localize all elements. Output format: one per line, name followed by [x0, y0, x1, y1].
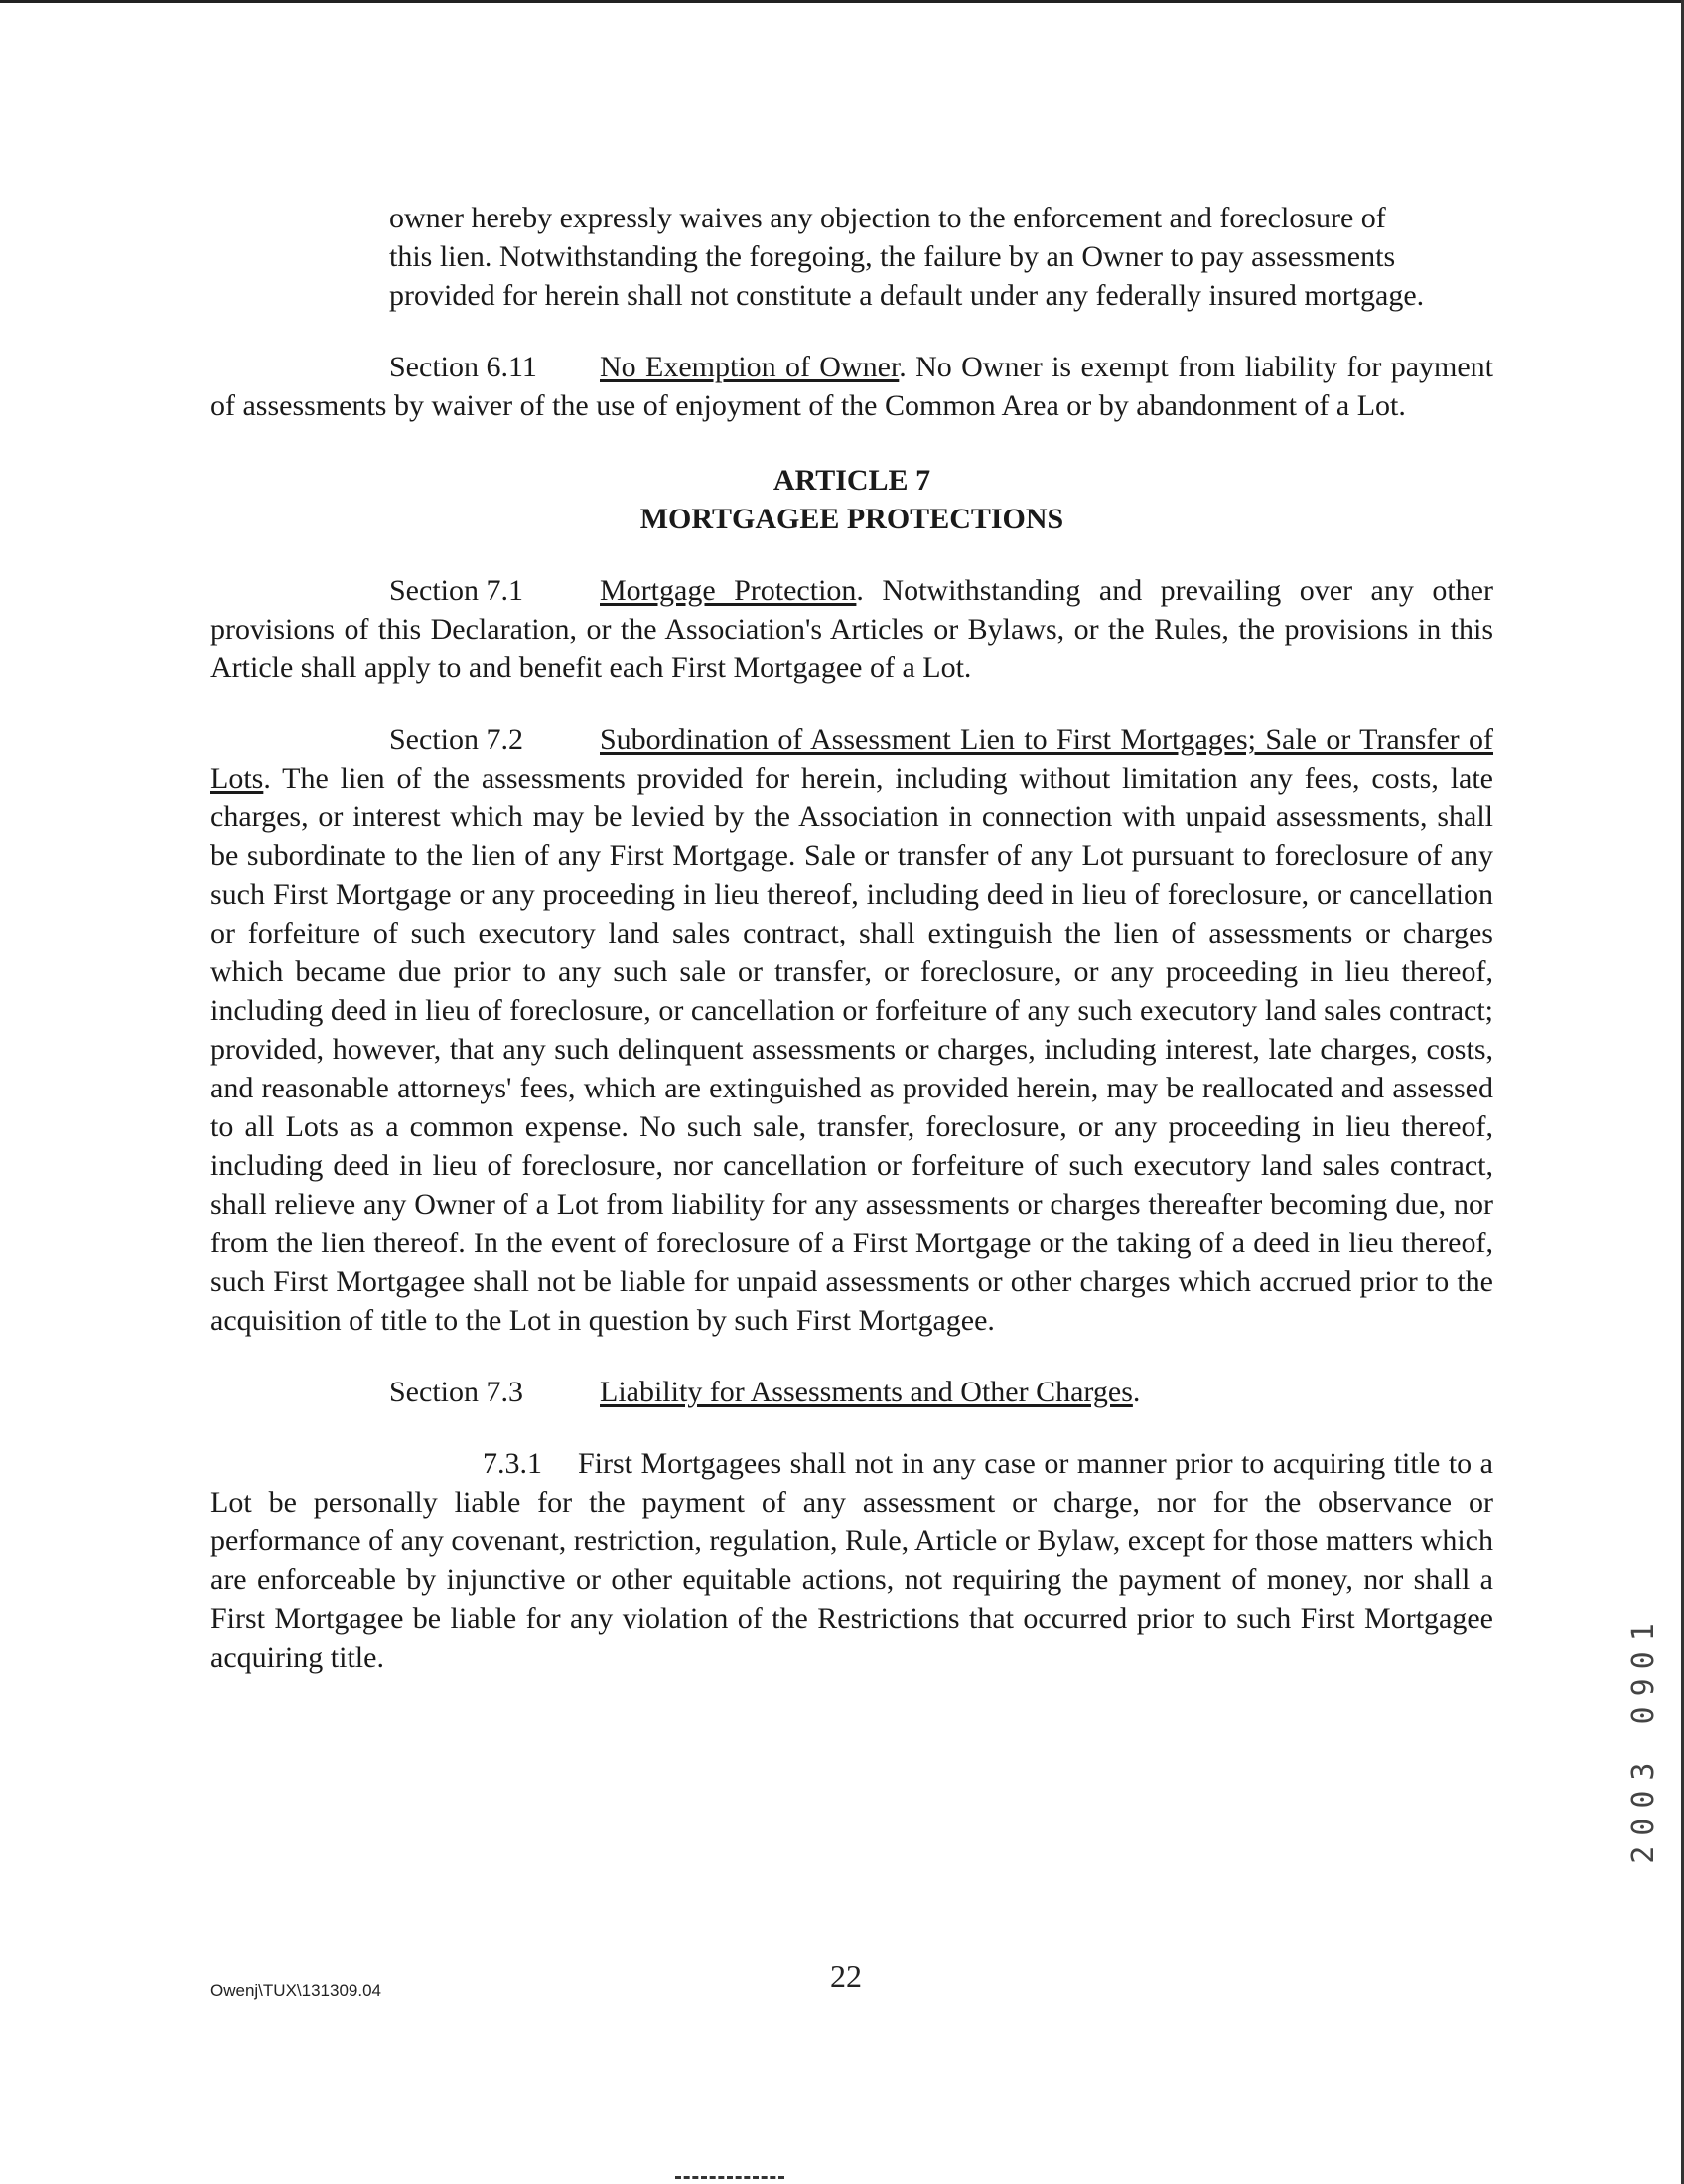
- article-number: ARTICLE 7: [772, 464, 931, 497]
- scan-bottom-marks: [675, 2176, 784, 2183]
- subsection-7-3-1: [210, 1444, 1493, 1676]
- section-7-1: [210, 571, 1493, 687]
- section-7-1-number: Section 7.1: [389, 574, 523, 607]
- section-7-1-title: Mortgage Protection: [600, 574, 857, 607]
- section-7-3: [210, 1373, 1493, 1411]
- section-7-3-title: Liability for Assessments and Other Charges: [600, 1376, 1133, 1408]
- section-6-11-text: . No Owner is exempt from liability for payment of assessments by waiver of the use of enjoyment of the Common Area or by abandonment of a Lot.: [210, 351, 1494, 422]
- margin-stamp: [1623, 1569, 1663, 1907]
- page-number: 22: [830, 1959, 862, 1994]
- subsection-7-3-1-number: 7.3.1: [483, 1447, 542, 1480]
- section-7-2-number: Section 7.2: [389, 723, 523, 756]
- section-7-2-title: Subordination of Assessment Lien to First Mortgages; Sale or Transfer of Lots: [210, 723, 1493, 795]
- section-6-11: [210, 348, 1493, 425]
- continuation-line-3: provided for herein shall not constitute a default under any federally insured mortgage.: [389, 279, 1425, 312]
- paragraph-continuation: [389, 199, 1493, 315]
- subsection-7-3-1-text: First Mortgagees shall not in any case or manner prior to acquiring title to a Lot be personally liable for the payment of any assessment or charge, nor for the observance or performance of any covenant, restriction, regulation, Rule, Article or Bylaw, except for those matters which are enforceable by injunctive or other equitable actions, not requiring the payment of money, nor shall a First Mortgagee be liable for any violation of the Restrictions that occurred prior to such First Mortgagee acquiring title.: [210, 1447, 1493, 1674]
- footer-file-reference: Owenj\TUX\131309.04: [210, 1981, 381, 2000]
- document-page: [210, 199, 1493, 1676]
- section-7-1-text: . Notwithstanding and prevailing over any other provisions of this Declaration, or the Association's Articles or Bylaws, or the Rules, the provisions in this Article shall apply to and benefit each First Mortgagee of a Lot.: [210, 574, 1493, 684]
- continuation-line-1: owner hereby expressly waives any objection to the enforcement and foreclosure of: [389, 202, 1386, 234]
- article-heading: [210, 461, 1493, 538]
- continuation-line-2: this lien. Notwithstanding the foregoing, the failure by an Owner to pay assessments: [389, 240, 1396, 273]
- section-6-11-title: No Exemption of Owner: [600, 351, 900, 383]
- article-title: MORTGAGEE PROTECTIONS: [639, 503, 1064, 535]
- scan-top-border: [0, 0, 1684, 3]
- margin-stamp-text: 2003 0901: [1625, 1612, 1661, 1864]
- section-7-3-trail: .: [1132, 1376, 1141, 1408]
- section-7-2: [210, 720, 1493, 1340]
- section-6-11-number: Section 6.11: [389, 351, 537, 383]
- section-7-3-number: Section 7.3: [389, 1376, 523, 1408]
- section-7-2-text: . The lien of the assessments provided for herein, including without limitation any fees, costs, late charges, or interest which may be levied by the Association in connection with unpaid assessments, shall be subordinate to the lien of any First Mortgage. Sale or transfer of any Lot pursuant to foreclosure of any such First Mortgage or any proceeding in lieu thereof, including deed in lieu of foreclosure, or cancellation or forfeiture of such executory land sales contract, shall extinguish the lien of assessments or charges which became due prior to any such sale or transfer, or foreclosure, or any proceeding in lieu thereof, including deed in lieu of foreclosure, or cancellation or forfeiture of any such executory land sales contract; provided, however, that any such delinquent assessments or charges, including interest, late charges, costs, and reasonable attorneys' fees, which are extinguished as provided herein, may be reallocated and assessed to all Lots as a common expense. No such sale, transfer, foreclosure, or any proceeding in lieu thereof, including deed in lieu of foreclosure, nor cancellation or forfeiture of such executory land sales contract, shall relieve any Owner of a Lot from liability for any assessments or charges thereafter becoming due, nor from the lien thereof. In the event of foreclosure of a First Mortgage or the taking of a deed in lieu thereof, such First Mortgagee shall not be liable for unpaid assessments or other charges which accrued prior to the acquisition of title to the Lot in question by such First Mortgagee.: [210, 762, 1493, 1337]
